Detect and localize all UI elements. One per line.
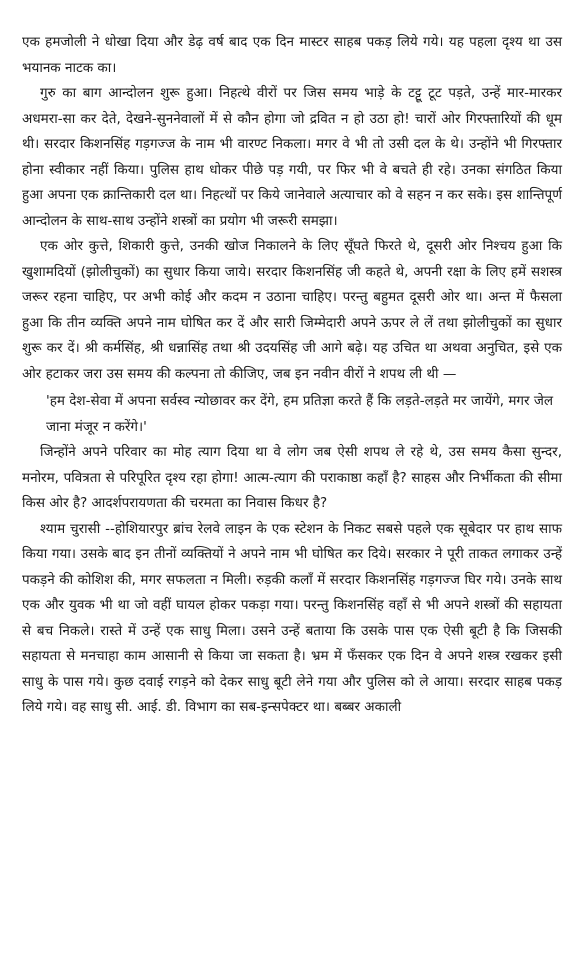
oath-quote: 'हम देश-सेवा में अपना सर्वस्व न्योछावर कर देंगे, हम प्रतिज्ञा करते हैं कि लड़ते-लड़ते मर जायेंगे, मगर जेल जाना मंजूर न करेंगे।' xyxy=(46,393,554,435)
paragraph-4: जिन्होंने अपने परिवार का मोह त्याग दिया था वे लोग जब ऐसी शपथ ले रहे थे, उस समय कैसा सुन्दर, मनोरम, पवित्रता से परिपूरित दृश्य रहा होगा! आत्म-त्याग की पराकाष्ठा कहाँ है? साहस और निर्भीकता की सीमा किस ओर है? आदर्शपरायणता की चरमता का निवास किधर है? xyxy=(22,444,562,511)
paragraph-2: गुरु का बाग आन्दोलन शुरू हुआ। निहत्थे वीरों पर जिस समय भाड़े के टट्टू टूट पड़ते, उन्हें मार-मारकर अधमरा-सा कर देते, देखने-सुननेवालों में से कौन होगा जो द्रवित न हो उठा हो! चारों ओर गिरफ्तारियों की धूम थी। सरदार किशनसिंह गड़गज्ज के नाम भी वारण्ट निकला। मगर वे भी तो उसी दल के थे। उन्होंने भी गिरफ्तार होना स्वीकार नहीं किया। पुलिस हाथ धोकर पीछे पड़ गयी, पर फिर भी वे बचते ही रहे। उनका संगठित किया हुआ अपना एक क्रान्तिकारी दल था। निहत्थों पर किये जानेवाले अत्याचार को वे सहन न कर सके। इस शान्तिपूर्ण आन्दोलन के साथ-साथ उन्होंने शस्त्रों का प्रयोग भी जरूरी समझा। xyxy=(22,85,562,229)
paragraph-3: एक ओर कुत्ते, शिकारी कुत्ते, उनकी खोज निकालने के लिए सूँघते फिरते थे, दूसरी ओर निश्चय हुआ कि खुशामदियों (झोलीचुकों) का सुधार किया जाये। सरदार किशनसिंह जी कहते थे, अपनी रक्षा के लिए हमें सशस्त्र जरूर रहना चाहिए, पर अभी कोई और कदम न उठाना चाहिए। परन्तु बहुमत दूसरी ओर था। अन्त में फैसला हुआ कि तीन व्यक्ति अपने नाम घोषित कर दें और सारी जिम्मेदारी अपने ऊपर ले लें तथा झोलीचुकों का सुधार शुरू कर दें। श्री कर्मसिंह, श्री धन्नासिंह तथा श्री उदयसिंह जी आगे बढ़े। यह उचित था अथवा अनुचित, इसे एक ओर हटाकर जरा उस समय की कल्पना तो कीजिए, जब इन नवीन वीरों ने शपथ ली थी — xyxy=(22,238,562,382)
paragraph-1: एक हमजोली ने धोखा दिया और डेढ़ वर्ष बाद एक दिन मास्टर साहब पकड़ लिये गये। यह पहला दृश्य था उस भयानक नाटक का। xyxy=(22,34,562,76)
paragraph-5: श्याम चुरासी --होशियारपुर ब्रांच रेलवे लाइन के एक स्टेशन के निकट सबसे पहले एक सूबेदार पर हाथ साफ किया गया। उसके बाद इन तीनों व्यक्तियों ने अपने नाम भी घोषित कर दिये। सरकार ने पूरी ताकत लगाकर उन्हें पकड़ने की कोशिश की, मगर सफलता न मिली। रुड़की कलाँ में सरदार किशनसिंह गड़गज्ज घिर गये। उनके साथ एक और युवक भी था जो वहीं घायल होकर पकड़ा गया। परन्तु किशनसिंह वहाँ से भी अपने शस्त्रों की सहायता से बच निकले। रास्ते में उन्हें एक साधु मिला। उसने उन्हें बताया कि उसके पास एक ऐसी बूटी है कि जिसकी सहायता से मनचाहा काम आसानी से किया जा सकता है। भ्रम में फँसकर एक दिन वे अपने शस्त्र रखकर इसी साधु के पास गये। कुछ दवाई रगड़ने को देकर साधु बूटी लेने गया और पुलिस को ले आया। सरदार साहब पकड़ लिये गये। वह साधु सी. आई. डी. विभाग का सब-इन्सपेक्टर था। बब्बर अकाली xyxy=(22,520,562,715)
